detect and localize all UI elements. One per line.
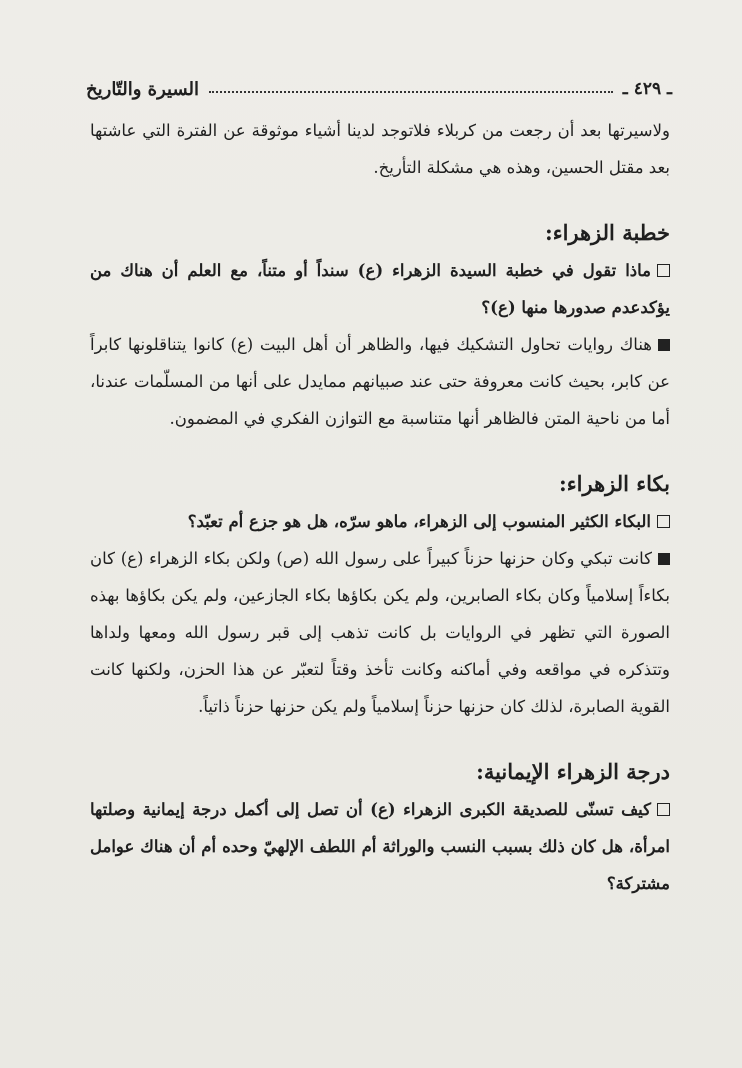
question-box-icon (657, 515, 670, 528)
section-heading: خطبة الزهراء: (544, 220, 670, 245)
running-title: السيرة والتّاريخ (86, 78, 200, 100)
question-paragraph (90, 503, 670, 540)
section-zahra-sermon (90, 214, 670, 437)
question-box-icon (657, 803, 670, 816)
section-zahra-faith-degree (90, 753, 670, 902)
answer-text: هناك روايات تحاول التشكيك فيها، والظاهر أن أهل البيت (ع) كانوا يتناقلونها كابراً عن كابر، بحيث كانت معروفة حتى عند صبيانهم ممايدل على أنها من المسلّمات عندنا، أما من ناحية المتن فالظاهر أنها متناسبة مع التوازن الفكري في المضمون. (90, 335, 670, 428)
answer-text: كانت تبكي وكان حزنها حزناً كبيراً على رسول الله (ص) ولكن بكاء الزهراء (ع) كان بكاءاً إسلامياً وكان بكاء الصابرين، ولم يكن بكاؤها بكاء الجازعين، ولم يكن بكاؤها بهذه الصورة التي تظهر في الروايات بل كانت تذهب إلى قبر رسول الله ومعها ولداها وتتذكره في مواقعه وفي أماكنه وكانت تأخذ وقتاً لتعبّر عن هذا الحزن، ولكنها كانت القوية الصابرة، لذلك كان حزنها حزناً إسلامياً ولم يكن حزنها حزناً ذاتياً. (90, 549, 670, 716)
section-heading: درجة الزهراء الإيمانية: (476, 759, 670, 784)
page-content (90, 112, 670, 902)
question-paragraph (90, 252, 670, 326)
answer-square-icon (658, 553, 670, 565)
section-heading: بكاء الزهراء: (559, 471, 670, 496)
running-header (86, 74, 672, 104)
header-dotted-leader (209, 91, 613, 93)
question-text: كيف تسنّى للصديقة الكبرى الزهراء (ع) أن تصل إلى أكمل درجة إيمانية وصلتها امرأة، هل كان ذلك بسبب النسب والوراثة أم اللطف الإلهيّ وحده أم أن هناك عوامل مشتركة؟ (90, 800, 670, 893)
question-paragraph (90, 791, 670, 902)
section-zahra-weeping (90, 465, 670, 725)
page-number: ـ ٤٢٩ ـ (622, 79, 672, 99)
question-box-icon (657, 264, 670, 277)
answer-paragraph (90, 540, 670, 725)
question-text: البكاء الكثير المنسوب إلى الزهراء، ماهو سرّه، هل هو جزع أم تعبّد؟ (187, 512, 651, 531)
answer-paragraph (90, 326, 670, 437)
intro-paragraph: ولاسيرتها بعد أن رجعت من كربلاء فلاتوجد لدينا أشياء موثوقة عن الفترة التي عاشتها بعد مقتل الحسين، وهذه هي مشكلة التأريخ. (90, 121, 670, 177)
question-text: ماذا تقول في خطبة السيدة الزهراء (ع) سنداً أو متناً، مع العلم أن هناك من يؤكدعدم صدورها منها (ع)؟ (90, 261, 670, 317)
answer-square-icon (658, 339, 670, 351)
